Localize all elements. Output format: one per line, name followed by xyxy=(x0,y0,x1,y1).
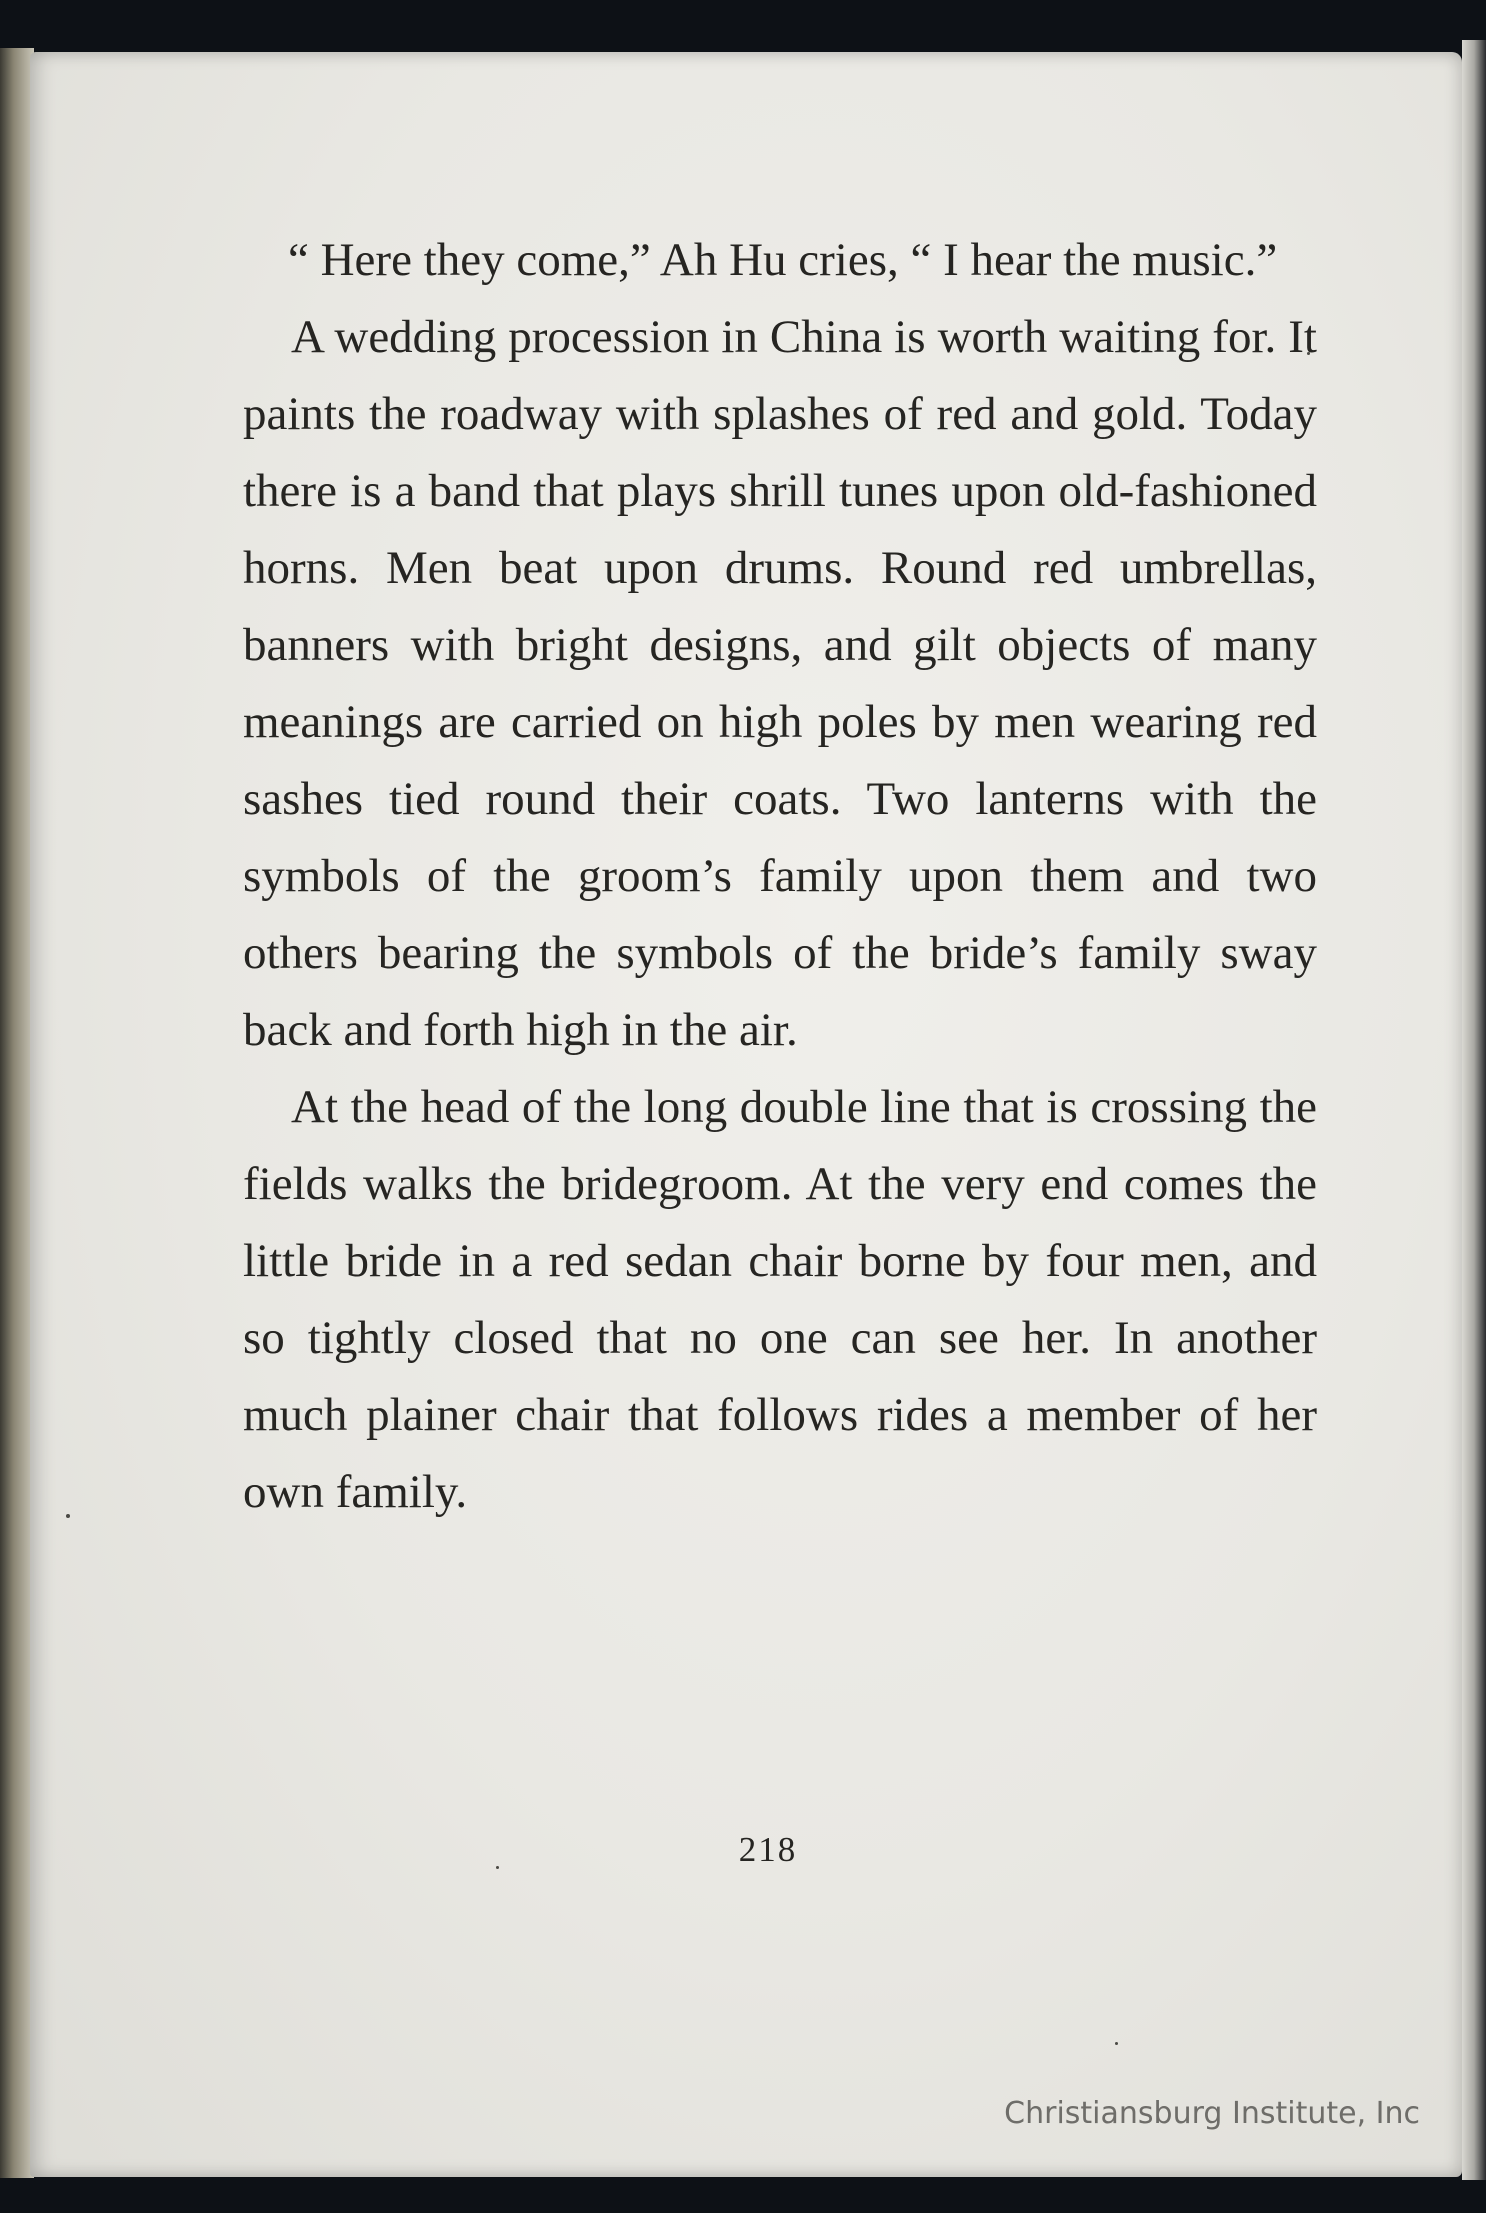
paragraph: A wedding procession in China is worth waiting for. It paints the roadway with splashes of red and gold. Today there is a band that plays shrill tunes upon old-fashioned horns. Men beat upon drums. Round red umbrellas, banners with bright designs, and gilt objects of many meanings are carried on high poles by men wearing red sashes tied round their coats. Two lanterns with the symbols of the groom’s family upon them and two others bearing the symbols of the bride’s family sway back and forth high in the air. xyxy=(243,311,1317,1056)
page-body-text xyxy=(243,222,1317,1531)
paper-speck xyxy=(66,1514,70,1518)
page-number: 218 xyxy=(738,1830,798,1869)
paragraph: “ Here they come,” Ah Hu cries, “ I hear the music.” xyxy=(288,234,1278,286)
watermark: Christiansburg Institute, Inc xyxy=(1004,2096,1420,2131)
paper-speck xyxy=(1115,2042,1118,2045)
paragraph: At the head of the long double line that is crossing the fields walks the bridegroom. At the very end comes the little bride in a red sedan chair borne by four men, and so tightly closed that no one can see her. In another much plainer chair that follows rides a member of her own family. xyxy=(243,1081,1317,1518)
